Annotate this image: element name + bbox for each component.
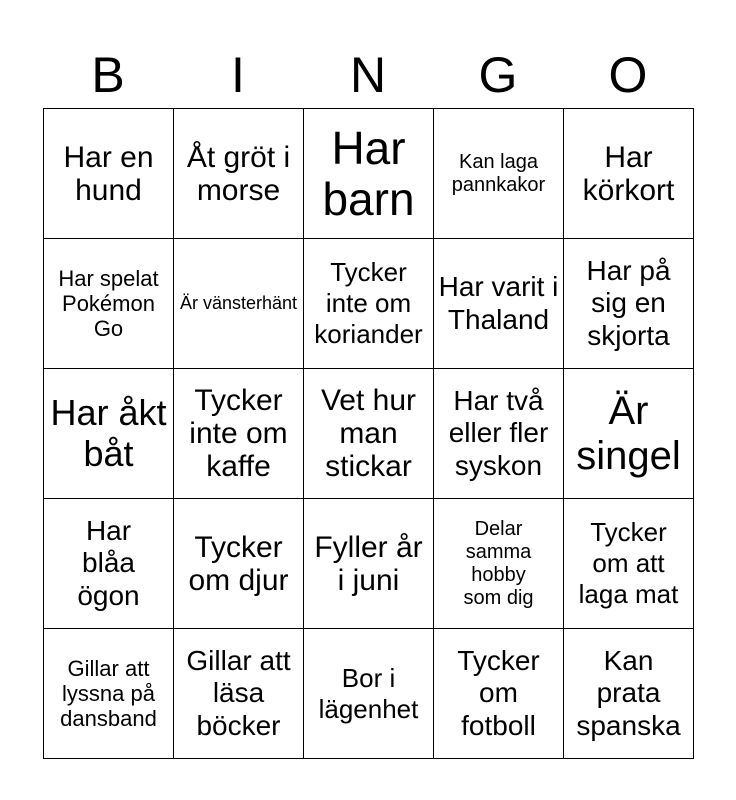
bingo-cell[interactable] [304,109,434,239]
header-letter-i: I [231,47,245,103]
cell-text: Fyller år i juni [314,530,423,597]
bingo-cell[interactable] [434,109,564,239]
bingo-cell[interactable] [44,369,174,499]
cell-text: Tycker om djur [188,530,289,597]
bingo-cell[interactable] [564,629,694,759]
bingo-cell[interactable] [434,369,564,499]
header-letter-b: B [91,47,125,103]
cell-text: Kan prata spanska [576,645,681,741]
bingo-cell[interactable] [434,629,564,759]
bingo-cell[interactable] [174,109,304,239]
bingo-cell[interactable] [434,499,564,629]
bingo-cell[interactable] [304,239,434,369]
bingo-cell[interactable] [434,239,564,369]
bingo-cell[interactable] [564,239,694,369]
bingo-cell[interactable] [304,369,434,499]
bingo-cell[interactable] [44,239,174,369]
bingo-cell[interactable] [304,499,434,629]
bingo-cell[interactable] [304,629,434,759]
cell-text: Har körkort [582,140,675,207]
header-letter-n: N [349,47,387,103]
bingo-cell[interactable] [564,499,694,629]
cell-text: Kan laga pannkakor [451,150,546,196]
bingo-cell[interactable] [174,499,304,629]
bingo-cell[interactable] [44,109,174,239]
cell-text: Har två eller fler syskon [448,385,549,481]
cell-text: Har varit i Thaland [438,271,559,335]
cell-text: Är singel [576,388,681,478]
cell-text: Har en hund [63,140,154,207]
cell-text: Har blåa ögon [77,515,140,611]
cell-text: Är vänsterhänt [179,293,298,314]
cell-text: Delar samma hobby som dig [463,517,534,609]
cell-text: Gillar att läsa böcker [186,645,291,741]
header-letter-g: G [478,47,518,103]
cell-text: Vet hur man stickar [320,384,417,483]
cell-text: Har spelat Pokémon Go [58,265,159,342]
bingo-cell[interactable] [174,369,304,499]
bingo-cell[interactable] [174,239,304,369]
bingo-header [43,42,693,108]
cell-text: Bor i lägenhet [318,662,419,724]
cell-text: Har på sig en skjorta [586,255,671,351]
bingo-cell[interactable] [564,369,694,499]
cell-text: Har barn [322,121,415,225]
cell-text: Tycker inte om koriander [314,257,423,349]
cell-text: Tycker inte om kaffe [189,384,288,483]
bingo-cell[interactable] [174,629,304,759]
cell-text: Har åkt båt [50,392,167,474]
cell-text: Gillar att lyssna på dansband [60,655,157,732]
bingo-cell[interactable] [564,109,694,239]
bingo-cell[interactable] [44,499,174,629]
bingo-grid [43,108,694,759]
bingo-cell[interactable] [44,629,174,759]
cell-text: Åt gröt i morse [186,140,291,207]
cell-text: Tycker om att laga mat [578,517,679,609]
cell-text: Tycker om fotboll [457,645,540,741]
header-letter-o: O [608,47,648,103]
